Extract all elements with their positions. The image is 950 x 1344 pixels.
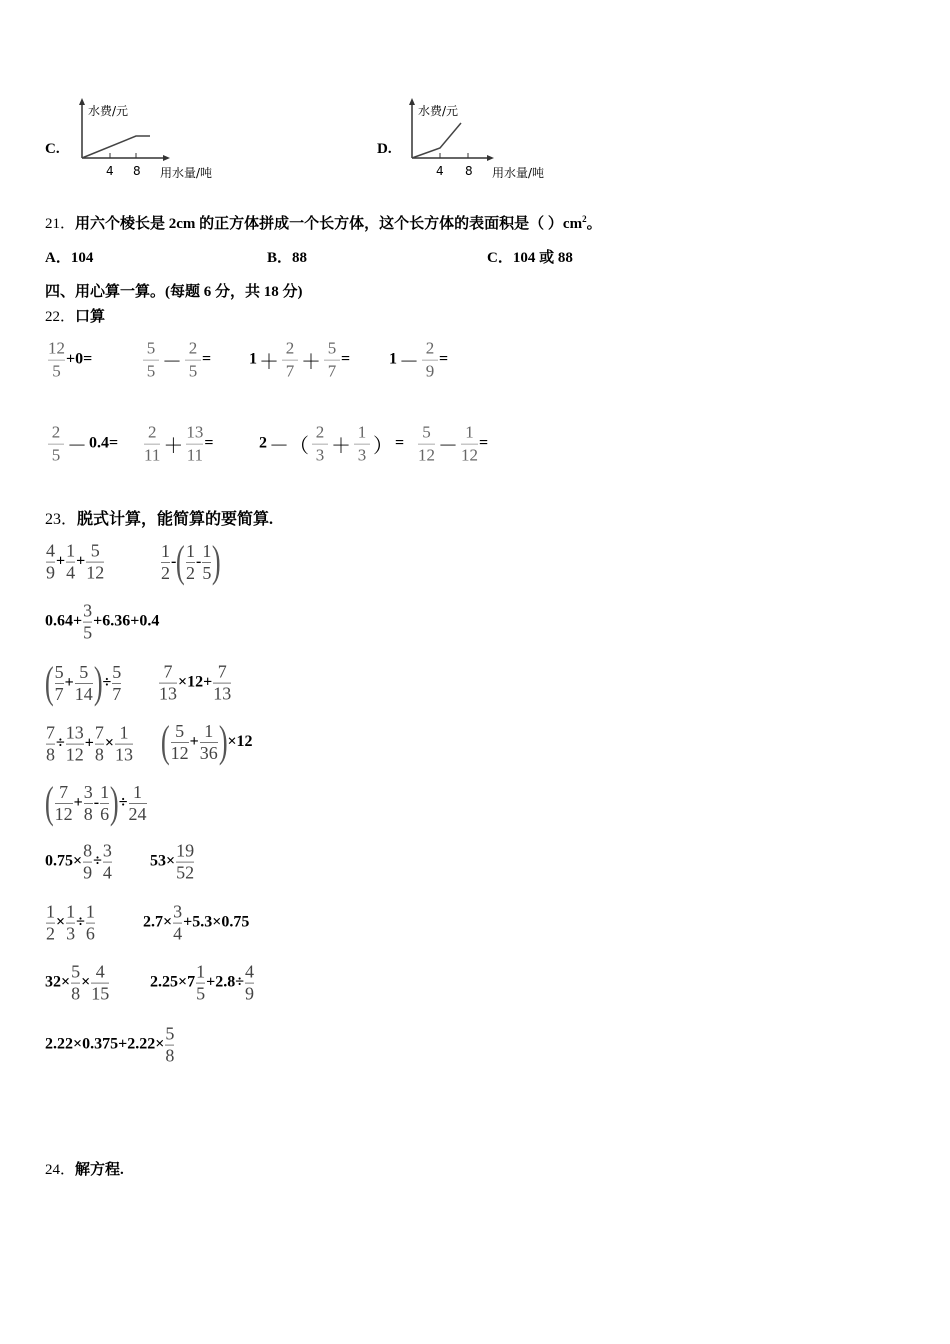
numerator: 1 — [465, 422, 474, 442]
numerator: 5 — [327, 338, 337, 358]
fraction — [86, 542, 104, 583]
fraction-bar — [48, 444, 64, 445]
y-axis-label: 水费/元 — [418, 104, 459, 118]
calc-item — [45, 963, 110, 1004]
denominator: 7 — [54, 683, 64, 704]
numerator: 1 — [66, 540, 76, 561]
expression-text: + — [189, 733, 199, 750]
fraction — [171, 722, 189, 763]
question-21 — [45, 212, 602, 233]
numerator: 2 — [425, 338, 435, 358]
fraction — [112, 663, 121, 704]
parenthesis: ) — [212, 537, 222, 586]
question-number: 23． — [45, 511, 78, 528]
denominator: 5 — [202, 562, 212, 583]
denominator: 13 — [213, 683, 232, 704]
numerator: 19 — [176, 840, 195, 861]
fraction — [159, 663, 177, 704]
numerator: 1 — [133, 781, 143, 802]
operator: ＋ — [259, 351, 279, 374]
operator: － — [162, 351, 182, 374]
numerator: 2 — [147, 422, 157, 442]
expression-text: 1 — [249, 351, 257, 368]
fraction — [202, 542, 211, 583]
fraction — [66, 724, 84, 765]
parenthesis: ) — [218, 717, 228, 766]
fraction — [461, 424, 478, 465]
denominator: 15 — [91, 983, 110, 1004]
denominator: 3 — [315, 445, 325, 465]
fraction-bar — [324, 360, 340, 361]
denominator: 5 — [52, 361, 61, 381]
denominator: 5 — [188, 361, 198, 381]
option-c-chart — [76, 98, 246, 188]
option-c-label: C. — [45, 141, 60, 157]
numerator: 2 — [188, 338, 198, 358]
option-a: A．104 — [45, 250, 94, 266]
calc-item — [150, 963, 255, 1004]
oral-calc-item — [417, 424, 488, 465]
fraction — [48, 340, 65, 381]
expression-text: 1 — [389, 351, 397, 368]
fraction — [48, 424, 64, 465]
numerator: 5 — [90, 540, 100, 561]
fraction — [418, 424, 435, 465]
numerator: 8 — [83, 840, 93, 861]
oral-calc-item — [143, 424, 214, 465]
operator: ） — [373, 435, 393, 458]
numerator: 1 — [161, 540, 170, 561]
fraction — [86, 903, 95, 944]
denominator: 3 — [357, 445, 367, 465]
fraction — [312, 424, 328, 465]
expression-text: 2.22×0.375+2.22× — [45, 1036, 165, 1053]
parenthesis: ) — [93, 658, 103, 707]
numerator: 5 — [112, 661, 122, 682]
denominator: 14 — [74, 683, 93, 704]
fraction-bar — [186, 444, 203, 445]
expression-text: +0= — [66, 351, 93, 368]
fraction-bar — [143, 360, 159, 361]
denominator: 4 — [102, 862, 112, 883]
fraction — [143, 340, 159, 381]
fraction — [100, 783, 109, 824]
expression-text: + — [84, 735, 94, 752]
numerator: 2 — [51, 422, 61, 442]
question-title: 解方程. — [75, 1162, 124, 1178]
oral-calc-item — [142, 340, 211, 381]
expression-text: ÷ — [93, 853, 102, 870]
fraction — [176, 842, 194, 883]
numerator: 1 — [202, 540, 212, 561]
numerator: 12 — [48, 338, 65, 358]
numerator: 1 — [119, 722, 129, 743]
denominator: 9 — [83, 862, 93, 883]
fraction — [75, 663, 93, 704]
denominator: 3 — [66, 923, 76, 944]
fraction — [91, 963, 109, 1004]
expression-text: 53× — [150, 853, 176, 870]
option-d-chart — [406, 98, 576, 188]
numerator: 5 — [165, 1023, 175, 1044]
denominator: 9 — [46, 562, 55, 583]
fraction — [354, 424, 370, 465]
numerator: 2 — [285, 338, 295, 358]
denominator: 8 — [83, 803, 93, 824]
denominator: 8 — [71, 983, 81, 1004]
expression-text: 0.4= — [89, 435, 119, 452]
numerator: 5 — [54, 661, 64, 682]
numerator: 4 — [95, 961, 105, 982]
expression-text: 32× — [45, 974, 71, 991]
expression-text: + — [56, 553, 66, 570]
denominator: 8 — [94, 744, 104, 765]
superscript: 2 — [582, 214, 587, 224]
fraction — [115, 724, 133, 765]
denominator: 7 — [327, 361, 337, 381]
fraction — [84, 783, 93, 824]
denominator: 5 — [83, 622, 93, 643]
expression-text: 0.64+ — [45, 613, 83, 630]
denominator: 13 — [159, 683, 177, 704]
calc-item — [160, 537, 222, 586]
denominator: 12 — [86, 562, 105, 583]
operator: ＋ — [331, 435, 351, 458]
y-axis-label: 水费/元 — [88, 104, 129, 118]
fraction — [95, 724, 104, 765]
expression-text: ×12 — [227, 733, 253, 750]
x-axis-label: 用水量/吨 — [160, 166, 213, 180]
denominator: 5 — [51, 445, 61, 465]
denominator: 52 — [176, 862, 195, 883]
numerator: 1 — [46, 901, 55, 922]
numerator: 1 — [185, 540, 195, 561]
numerator: 13 — [186, 422, 204, 442]
question-number: 22． — [45, 309, 76, 325]
expression-text: ÷ — [76, 914, 85, 931]
fraction — [196, 963, 205, 1004]
numerator: 1 — [66, 901, 76, 922]
operator: ＋ — [163, 435, 184, 458]
calc-item — [45, 542, 105, 583]
numerator: 1 — [204, 720, 214, 741]
expression-text: + — [64, 674, 74, 691]
denominator: 2 — [161, 562, 170, 583]
oral-calc-item — [47, 424, 118, 465]
numerator: 2 — [315, 422, 325, 442]
fraction — [55, 783, 73, 824]
expression-text: +6.36+0.4 — [93, 613, 160, 630]
oral-calc-item — [259, 424, 404, 465]
denominator: 12 — [418, 445, 435, 465]
expression-text: 2.25×7 — [150, 974, 196, 991]
denominator: 5 — [146, 361, 156, 381]
fraction-bar — [144, 444, 160, 445]
numerator: 7 — [46, 722, 55, 743]
fraction — [186, 542, 195, 583]
fraction — [161, 542, 170, 583]
fraction — [282, 340, 298, 381]
expression-text: = — [395, 435, 405, 452]
calc-item — [45, 724, 134, 765]
expression-text: = — [204, 435, 214, 452]
question-text: 用六个棱长是 2cm 的正方体拼成一个长方体，这个长方体的表面积是（ ）cm — [75, 216, 583, 232]
oral-calc-item — [249, 340, 350, 381]
fraction — [186, 424, 203, 465]
fraction — [245, 963, 254, 1004]
expression-text: ÷ — [118, 794, 128, 811]
x-axis-label: 用水量/吨 — [492, 166, 545, 180]
calc-item — [44, 778, 148, 827]
fraction — [55, 663, 64, 704]
fraction — [144, 424, 160, 465]
fraction-bar — [48, 360, 65, 361]
parenthesis: ) — [110, 778, 119, 827]
fraction — [200, 722, 218, 763]
question-title: 脱式计算，能简算的要简算. — [77, 511, 274, 528]
fraction — [66, 903, 75, 944]
tick-8: 8 — [133, 164, 141, 178]
expression-text: = — [341, 351, 351, 368]
calc-item — [160, 717, 253, 766]
section-title: 四、用心算一算。(每题 6 分，共 18 分) — [45, 284, 303, 300]
fraction-bar — [461, 444, 478, 445]
oral-calc-item — [47, 340, 92, 381]
question-22 — [45, 305, 105, 326]
numerator: 5 — [175, 720, 185, 741]
numerator: 5 — [422, 422, 431, 442]
fraction-bar — [185, 360, 201, 361]
expression-text: +5.3×0.75 — [183, 914, 250, 931]
expression-text: + — [73, 794, 83, 811]
numerator: 1 — [85, 901, 95, 922]
parenthesis: ( — [44, 778, 54, 827]
expression-text: +2.8÷ — [206, 974, 245, 991]
expression-text: ÷ — [56, 735, 65, 752]
fraction — [46, 724, 55, 765]
numerator: 7 — [163, 661, 173, 682]
numerator: 1 — [357, 422, 367, 442]
denominator: 9 — [245, 983, 255, 1004]
calc-item — [150, 842, 195, 883]
operator: － — [438, 435, 458, 458]
fraction-bar — [422, 360, 438, 361]
question-end: 。 — [586, 216, 602, 232]
numerator: 3 — [173, 901, 183, 922]
question-24 — [45, 1158, 124, 1179]
denominator: 6 — [100, 803, 110, 824]
question-number: 24． — [45, 1162, 76, 1178]
fraction — [103, 842, 112, 883]
expression-text: + — [76, 553, 86, 570]
numerator: 7 — [217, 661, 227, 682]
fraction — [71, 963, 80, 1004]
expression-text: 2 — [259, 435, 267, 452]
expression-text: = — [202, 351, 212, 368]
fraction — [83, 602, 92, 643]
expression-text: 0.75× — [45, 853, 83, 870]
denominator: 9 — [425, 361, 435, 381]
fraction — [173, 903, 182, 944]
numerator: 1 — [196, 961, 206, 982]
expression-text: - — [171, 553, 177, 570]
expression-text: 2.7× — [143, 914, 173, 931]
denominator: 8 — [165, 1045, 175, 1066]
numerator: 3 — [102, 840, 112, 861]
calc-item — [44, 658, 122, 707]
denominator: 2 — [46, 923, 55, 944]
expression-text: - — [93, 794, 100, 811]
numerator: 5 — [146, 338, 156, 358]
denominator: 12 — [461, 445, 478, 465]
fraction-bar — [312, 444, 328, 445]
denominator: 7 — [112, 683, 122, 704]
operator: － — [399, 351, 419, 374]
numerator: 7 — [59, 781, 69, 802]
numerator: 1 — [100, 781, 110, 802]
calc-item — [45, 602, 159, 643]
expression-text: - — [195, 553, 202, 570]
denominator: 4 — [173, 923, 183, 944]
fraction-bar — [354, 444, 370, 445]
fraction — [422, 340, 438, 381]
question-23 — [45, 506, 273, 529]
parenthesis: ( — [44, 658, 54, 707]
denominator: 12 — [65, 744, 84, 765]
denominator: 7 — [285, 361, 295, 381]
oral-calc-item — [389, 340, 448, 381]
fraction — [46, 542, 55, 583]
numerator: 5 — [79, 661, 89, 682]
denominator: 12 — [54, 803, 73, 824]
denominator: 13 — [115, 744, 134, 765]
fraction — [66, 542, 75, 583]
tick-4: 4 — [436, 164, 444, 178]
tick-4: 4 — [106, 164, 114, 178]
fraction — [185, 340, 201, 381]
option-d-label: D. — [377, 141, 392, 157]
question-title: 口算 — [75, 309, 106, 325]
calc-item — [158, 663, 232, 704]
expression-text: × — [104, 735, 115, 752]
fraction — [165, 1025, 174, 1066]
numerator: 4 — [46, 540, 55, 561]
calc-item — [45, 842, 113, 883]
denominator: 2 — [185, 562, 195, 583]
fraction — [46, 903, 55, 944]
denominator: 4 — [66, 562, 76, 583]
numerator: 3 — [83, 781, 93, 802]
calc-item — [45, 903, 96, 944]
denominator: 5 — [196, 983, 206, 1004]
denominator: 24 — [128, 803, 147, 824]
expression-text: × — [56, 914, 66, 931]
expression-text: ×12+ — [178, 674, 213, 691]
numerator: 5 — [71, 961, 81, 982]
expression-text: = — [479, 435, 489, 452]
fraction-bar — [282, 360, 298, 361]
expression-text: ÷ — [102, 674, 112, 691]
calc-item — [143, 903, 249, 944]
numerator: 13 — [65, 722, 84, 743]
operator: － — [67, 435, 87, 458]
option-c: C．104 或 88 — [487, 250, 573, 266]
question-number: 21． — [45, 216, 76, 232]
fraction — [213, 663, 231, 704]
fraction — [324, 340, 340, 381]
numerator: 4 — [245, 961, 255, 982]
expression-text: × — [81, 974, 91, 991]
fraction-bar — [418, 444, 435, 445]
numerator: 3 — [83, 600, 93, 621]
denominator: 36 — [199, 742, 218, 763]
option-b: B．88 — [267, 250, 308, 266]
operator: －（ — [269, 435, 309, 458]
denominator: 12 — [170, 742, 189, 763]
parenthesis: ( — [176, 537, 186, 586]
fraction — [83, 842, 92, 883]
parenthesis: ( — [160, 717, 170, 766]
fraction — [129, 783, 147, 824]
expression-text: = — [439, 351, 449, 368]
denominator: 11 — [144, 445, 161, 465]
denominator: 6 — [85, 923, 95, 944]
denominator: 8 — [46, 744, 55, 765]
tick-8: 8 — [465, 164, 473, 178]
numerator: 7 — [94, 722, 104, 743]
denominator: 11 — [186, 445, 204, 465]
calc-item — [45, 1025, 175, 1066]
operator: ＋ — [301, 351, 321, 374]
